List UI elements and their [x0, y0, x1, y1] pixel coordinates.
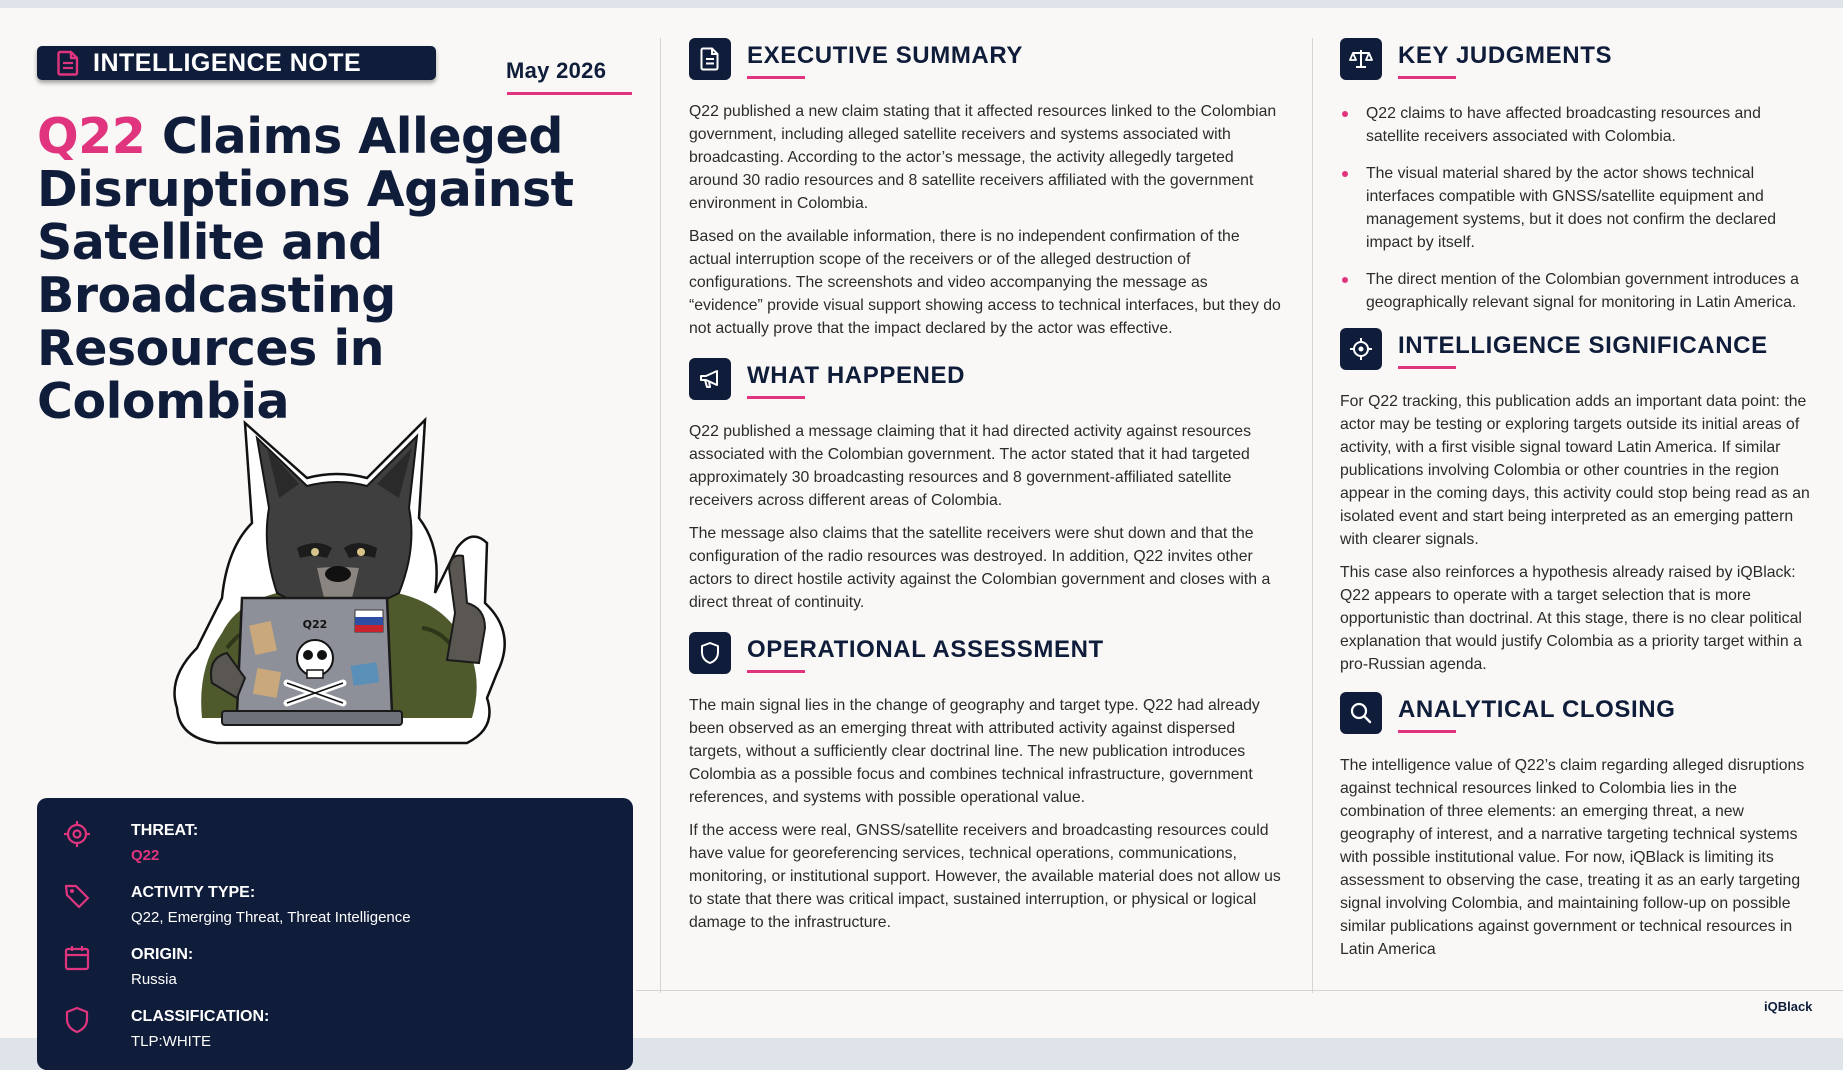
- middle-column: [689, 38, 1281, 944]
- analytical-closing-section: [1340, 692, 1810, 961]
- section-underline: [747, 670, 805, 673]
- intelligence-note-page: [0, 8, 1843, 1050]
- target-icon: [63, 820, 91, 848]
- executive-summary-section: [689, 38, 1281, 340]
- title-text: Claims Alleged Disruptions Against Satellite and Broadcasting Resources in Colombia: [37, 108, 574, 430]
- document-icon: [689, 38, 731, 80]
- tag-icon: [63, 882, 91, 910]
- section-underline: [1398, 730, 1456, 733]
- judgments-list: [1340, 102, 1810, 314]
- megaphone-icon: [689, 358, 731, 400]
- shield-icon: [689, 632, 731, 674]
- activity-value: Q22, Emerging Threat, Threat Intelligence: [131, 909, 411, 926]
- threat-row: [63, 820, 633, 882]
- classification-value: TLP:WHITE: [131, 1033, 212, 1050]
- brand-label: iQBlack: [1764, 999, 1813, 1014]
- origin-row: [63, 944, 633, 1006]
- section-title: ANALYTICAL CLOSING: [1398, 696, 1676, 723]
- section-title: OPERATIONAL ASSESSMENT: [747, 636, 1104, 663]
- section-underline: [1398, 366, 1456, 369]
- paragraph: If the access were real, GNSS/satellite receivers and broadcasting resources could have value for georeferencing services, technical operations, communications, monitoring, or institutional support. However, the available material does not allow us to state that there was critical impact, sustained interruption, or physical or logical damage to the infrastructure.: [689, 822, 1281, 931]
- shield-icon: [63, 1006, 91, 1034]
- operational-assessment-section: [689, 632, 1281, 934]
- calendar-icon: [63, 944, 91, 972]
- section-underline: [747, 76, 805, 79]
- section-underline: [1398, 76, 1456, 79]
- origin-value: Russia: [131, 971, 177, 988]
- origin-label: ORIGIN:: [131, 946, 194, 963]
- magnifier-icon: [1340, 692, 1382, 734]
- paragraph: The main signal lies in the change of geography and target type. Q22 had already been observed as an emerging threat with attributed activity against dispersed targets, without a sufficiently clear doctrinal line. The new publication introduces Colombia as a possible focus and combines technical infrastructure, government references, and systems with possible operational value.: [689, 697, 1260, 806]
- document-type-badge: [37, 46, 436, 80]
- what-happened-section: [689, 358, 1281, 614]
- paragraph: Based on the available information, there is no independent confirmation of the actual interruption scope of the receivers or of the alleged destruction of configurations. The screenshots and video accompanying the message as “evidence” provide visual support showing access to technical interfaces, but they do not actually prove that the impact declared by the actor was effective.: [689, 228, 1281, 337]
- scales-icon: [1340, 38, 1382, 80]
- section-title: WHAT HAPPENED: [747, 362, 966, 389]
- activity-label: ACTIVITY TYPE:: [131, 884, 256, 901]
- section-title: INTELLIGENCE SIGNIFICANCE: [1398, 332, 1768, 359]
- list-item: Q22 claims to have affected broadcasting resources and satellite receivers associated with Colombia.: [1340, 102, 1810, 148]
- page-title: [37, 110, 637, 428]
- list-item: The visual material shared by the actor shows technical interfaces compatible with GNSS/satellite equipment and management systems, but it does not confirm the declared impact by itself.: [1340, 162, 1810, 254]
- paragraph: Q22 published a new claim stating that it affected resources linked to the Colombian government, including alleged satellite receivers and systems associated with broadcasting. According to the actor’s message, the activity allegedly targeted around 30 radio resources and 8 satellite receivers affiliated with the government environment in Colombia.: [689, 103, 1277, 212]
- classification-label: CLASSIFICATION:: [131, 1008, 270, 1025]
- column-divider: [1312, 38, 1313, 993]
- paragraph: For Q22 tracking, this publication adds an important data point: the actor may be testing or exploring targets outside its initial areas of activity, with a first visible signal toward Latin America. If similar publications involving Colombia or other countries in the region appear in the coming days, this activity could stop being read as an isolated event and start being interpreted as an emerging pattern with clearer signals.: [1340, 393, 1810, 548]
- crosshair-icon: [1340, 328, 1382, 370]
- key-judgments-section: [1340, 38, 1810, 314]
- title-accent: Q22: [37, 108, 146, 165]
- list-item: The direct mention of the Colombian government introduces a geographically relevant signal for monitoring in Latin America.: [1340, 268, 1810, 314]
- wolf-hacker-illustration: [167, 398, 547, 778]
- metadata-card: [37, 798, 633, 1070]
- paragraph: The message also claims that the satellite receivers were shut down and that the configuration of the radio resources was destroyed. In addition, Q22 invites other actors to direct hostile activity against the Colombian government and closes with a direct threat of continuity.: [689, 525, 1271, 611]
- paragraph: The intelligence value of Q22’s claim regarding alleged disruptions against technical resources linked to Colombia lies in the combination of three elements: an emerging threat, a new geography of interest, and a narrative targeting technical systems with possible institutional value. For now, iQBlack is limiting its assessment to observing the case, treating it as an early targeting signal involving Colombia, and maintaining follow-up on possible similar publications against government or technical resources in Latin America: [1340, 757, 1805, 958]
- document-icon: [57, 50, 79, 76]
- badge-label: INTELLIGENCE NOTE: [93, 48, 362, 77]
- publication-date: May 2026: [506, 58, 607, 83]
- threat-value: Q22: [131, 847, 160, 864]
- column-divider: [660, 38, 661, 993]
- paragraph: This case also reinforces a hypothesis already raised by iQBlack: Q22 appears to operate with a target selection that is more opportunistic than doctrinal. At this stage, there is no clear political explanation that would justify Colombia as a priority target within a pro-Russian agenda.: [1340, 564, 1802, 673]
- activity-row: [63, 882, 633, 944]
- right-column: [1340, 38, 1810, 971]
- section-title: EXECUTIVE SUMMARY: [747, 42, 1024, 69]
- date-underline: [507, 92, 632, 95]
- intelligence-significance-section: [1340, 328, 1810, 676]
- threat-label: THREAT:: [131, 822, 199, 839]
- footer-divider: [636, 990, 1843, 991]
- classification-row: [63, 1006, 633, 1068]
- paragraph: Q22 published a message claiming that it had directed activity against resources associated with the Colombian government. The actor stated that it had targeted approximately 30 broadcasting resources and 8 government-affiliated satellite receivers across different areas of Colombia.: [689, 423, 1251, 509]
- section-underline: [747, 396, 805, 399]
- laptop-sticker-label: Q22: [302, 618, 328, 631]
- section-title: KEY JUDGMENTS: [1398, 42, 1613, 69]
